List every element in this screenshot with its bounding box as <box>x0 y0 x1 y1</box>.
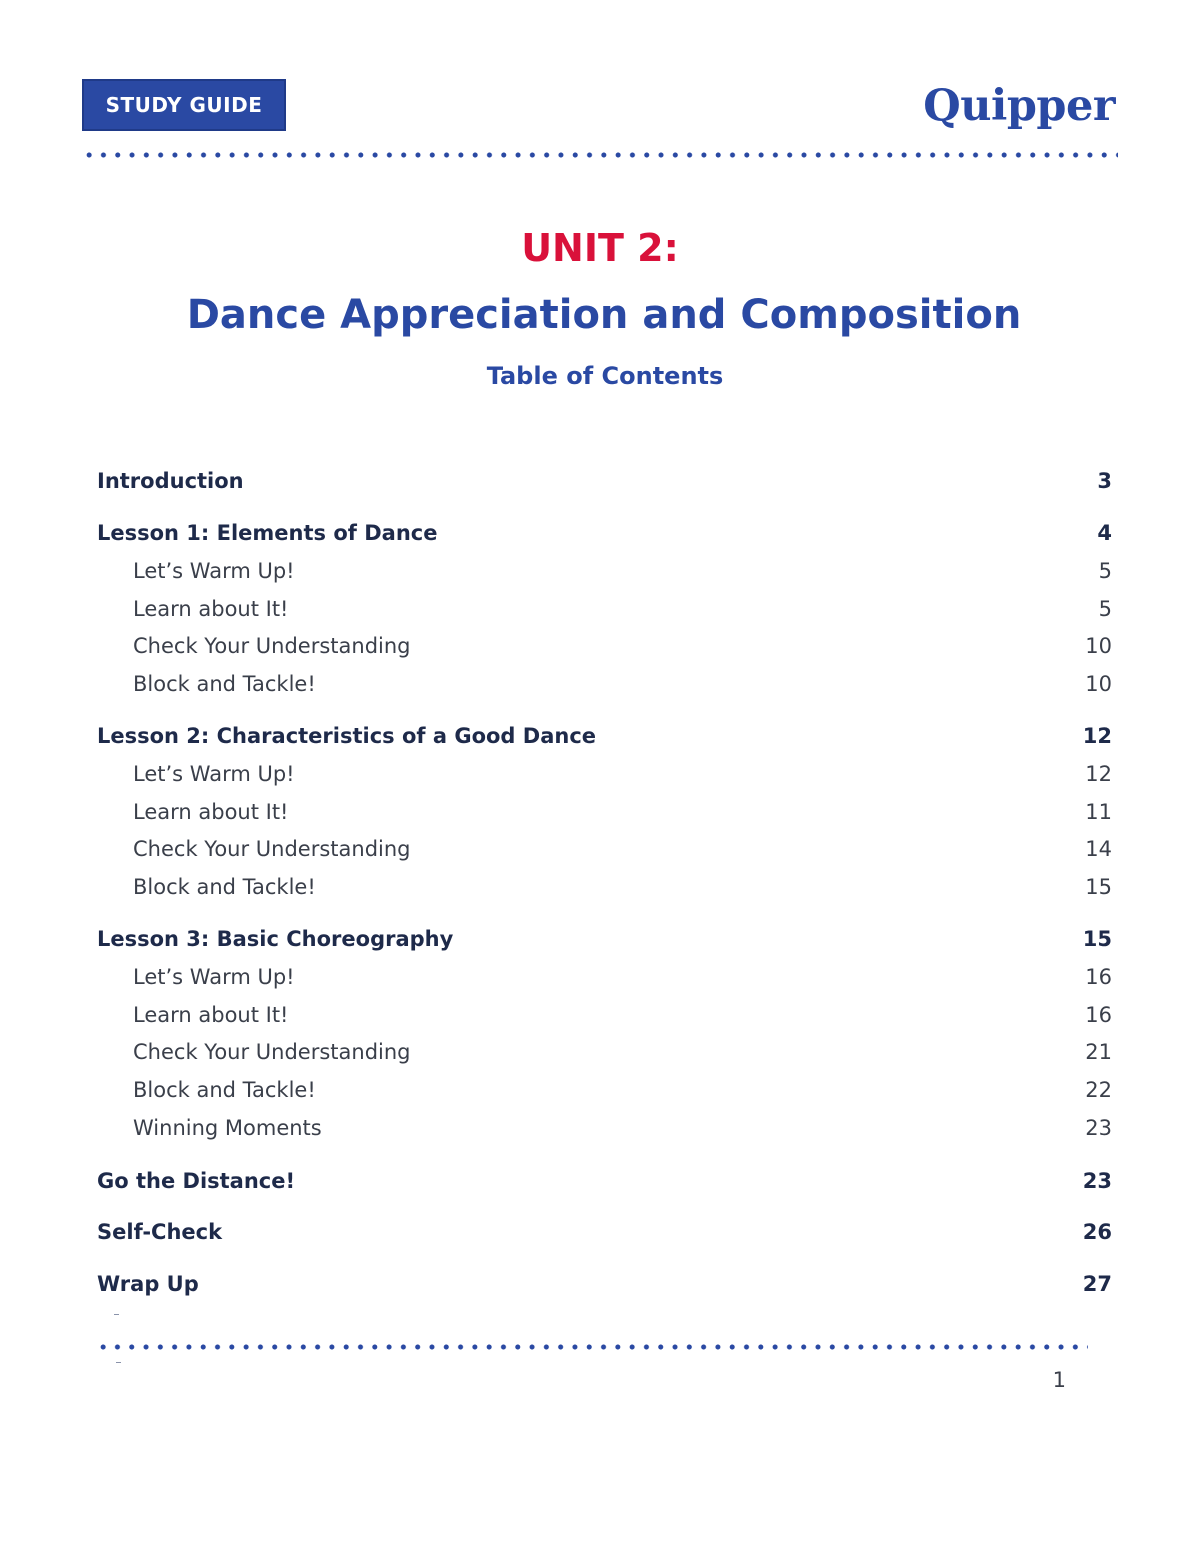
toc-entry-label: Let’s Warm Up! <box>133 762 295 786</box>
toc-entry-page: 16 <box>1085 1003 1112 1027</box>
toc-entry-label: Lesson 1: Elements of Dance <box>97 521 438 545</box>
quipper-logo: Quipper <box>923 81 1115 131</box>
toc-entry-label: Winning Moments <box>133 1116 322 1140</box>
toc-entry-label: Block and Tackle! <box>133 875 316 899</box>
toc-entry-page: 11 <box>1085 800 1112 824</box>
toc-entry-label: Check Your Understanding <box>133 1040 411 1064</box>
toc-entry-label: Block and Tackle! <box>133 1078 316 1102</box>
toc-entry-page: 15 <box>1082 927 1112 951</box>
toc-entry-lesson-1-learn[interactable] <box>0 594 1200 624</box>
toc-heading: Table of Contents <box>486 362 724 390</box>
toc-entry-lesson-3-block[interactable] <box>0 1075 1200 1105</box>
study-guide-badge: STUDY GUIDE <box>82 79 286 131</box>
toc-entry-page: 12 <box>1082 724 1112 748</box>
toc-entry-lesson-1-warm-up[interactable] <box>0 556 1200 586</box>
toc-entry-wrap-up[interactable] <box>0 1269 1200 1299</box>
toc-entry-lesson-1-check[interactable] <box>0 631 1200 661</box>
toc-entry-label: Let’s Warm Up! <box>133 965 295 989</box>
toc-entry-label: Wrap Up <box>97 1272 199 1296</box>
toc-entry-lesson-3-winning[interactable] <box>0 1113 1200 1143</box>
toc-entry-page: 10 <box>1085 672 1112 696</box>
toc-entry-lesson-2-warm-up[interactable] <box>0 759 1200 789</box>
toc-entry-label: Block and Tackle! <box>133 672 316 696</box>
footer-mark <box>114 1314 119 1315</box>
toc-entry-page: 12 <box>1085 762 1112 786</box>
toc-entry-lesson-1[interactable] <box>0 518 1200 548</box>
toc-entry-label: Learn about It! <box>133 1003 289 1027</box>
unit-label: UNIT 2: <box>521 226 679 270</box>
toc-entry-introduction[interactable] <box>0 466 1200 496</box>
toc-entry-label: Lesson 3: Basic Choreography <box>97 927 454 951</box>
toc-entry-label: Let’s Warm Up! <box>133 559 295 583</box>
toc-entry-self-check[interactable] <box>0 1217 1200 1247</box>
toc-entry-lesson-1-block[interactable] <box>0 669 1200 699</box>
toc-entry-page: 15 <box>1085 875 1112 899</box>
toc-entry-page: 23 <box>1082 1169 1112 1193</box>
footer-dotted-divider <box>96 1344 1088 1350</box>
toc-entry-page: 21 <box>1085 1040 1112 1064</box>
toc-entry-lesson-3-learn[interactable] <box>0 1000 1200 1030</box>
toc-entry-label: Lesson 2: Characteristics of a Good Dance <box>97 724 597 748</box>
header-dotted-divider <box>82 152 1118 158</box>
toc-entry-page: 4 <box>1097 521 1112 545</box>
toc-entry-label: Self-Check <box>97 1220 223 1244</box>
toc-entry-page: 23 <box>1085 1116 1112 1140</box>
toc-entry-page: 3 <box>1097 469 1112 493</box>
page-title: Dance Appreciation and Composition <box>186 292 1022 338</box>
toc-entry-lesson-2[interactable] <box>0 721 1200 751</box>
toc-entry-lesson-3[interactable] <box>0 924 1200 954</box>
toc-entry-page: 27 <box>1082 1272 1112 1296</box>
toc-entry-page: 14 <box>1085 837 1112 861</box>
toc-entry-label: Learn about It! <box>133 597 289 621</box>
toc-entry-label: Check Your Understanding <box>133 634 411 658</box>
toc-entry-lesson-3-warm-up[interactable] <box>0 962 1200 992</box>
footer-mark <box>116 1362 121 1363</box>
toc-entry-page: 5 <box>1098 559 1112 583</box>
toc-entry-go-the-distance[interactable] <box>0 1166 1200 1196</box>
toc-entry-page: 16 <box>1085 965 1112 989</box>
toc-entry-page: 5 <box>1098 597 1112 621</box>
toc-entry-lesson-2-learn[interactable] <box>0 797 1200 827</box>
toc-entry-lesson-2-block[interactable] <box>0 872 1200 902</box>
toc-entry-label: Introduction <box>97 469 244 493</box>
toc-entry-page: 26 <box>1082 1220 1112 1244</box>
toc-entry-label: Go the Distance! <box>97 1169 296 1193</box>
toc-entry-label: Learn about It! <box>133 800 289 824</box>
page-number: 1 <box>1052 1368 1066 1392</box>
toc-entry-lesson-2-check[interactable] <box>0 834 1200 864</box>
toc-entry-page: 10 <box>1085 634 1112 658</box>
toc-entry-lesson-3-check[interactable] <box>0 1037 1200 1067</box>
toc-entry-page: 22 <box>1085 1078 1112 1102</box>
toc-entry-label: Check Your Understanding <box>133 837 411 861</box>
